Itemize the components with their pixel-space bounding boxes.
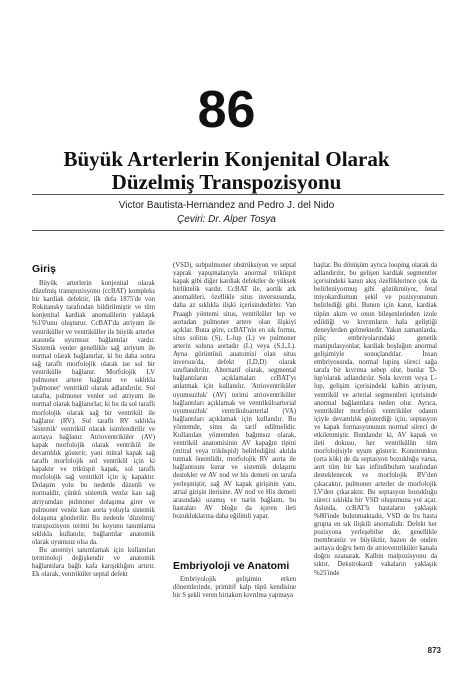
section-heading-embryology: Embriyoloji ve Anatomi [173, 560, 290, 572]
title-rule-bottom [32, 230, 444, 231]
section-heading-introduction: Giriş [32, 263, 56, 275]
text-column-2-section [173, 560, 296, 636]
text-column-3 [314, 262, 437, 638]
text-column-2 [173, 262, 296, 520]
title-rule-top [32, 194, 444, 195]
paragraph: başlar. Bu dönüşüm ayrıca looping olarak da adlandırılır, bu gelişen kardiak segmentler içerisindeki kanın akış özelliklerince çok da belirleniyormuş gibi gözükmüyor, fetal miyokardiumun şekil ve pozisyonunun belirlediği gibi. Bunun için kanıt, kardiak tüpün akım ve onun bileşenlerinden izole edildiği ve kıvrımların hala geliştiği deneylerden gelmektedir. Yakın zamanlarda, piliç embriyolarındaki genetik manipulasyonlar, kardiak boşluğun anormal gelişimiyle sonuçlandılar. İnsan embriyosunda, normal lupinş süreci sağa tarafa bir kıvrıma sebep olur, bunlar 'D-lup'olarak adlandırılır. Sola kıvrım veya L-lup, gelişim içerisindeki kalbin atriyum, ventrikül ve arterial segmentleri içerisinde anormal bağlantılara neden olur. Ayrıca, ventriküler morfoloji ventriküler odanın içiyle devamlılık gösterdiği için, septasyon ve kapak formasyonunun normal süreci de etkilenmiştir. Bundandır ki, AV kapak ve ileti dokusu, her ventrikülün tüm morfolojisiyle uyum gösterir. Konotrunkus (orta kök) de da septasyon bozukluğu varsa, aort tüm bir kas infindibulum tarafından desteklenecek ve morfolojik RV'den çıkacaktır, pulmoner arterler de morfolojik LV'den çıkacaktır. Bu septasyon bozukluğu süreci sıklıkla bir VSD oluşumuna yol açar. Aslında, ccBAT'lı hastaların yaklaşık %80'inde bulunmaktadır, VSD de bu hasta grupta en sık ilişkili anomalidir. Defekt her pozisyona yerleşebilse de, genellikle membranöz ve büyüktür, bazen de onden aortaya doğru hem de atrioventriküler kanala doğru uzanarak. Kalbin malpozisyonu da sıktır. Dekstrokardi vakaların yaklaşık %25'inde [314, 262, 437, 577]
paragraph: Embriyolojik gelişimin erken dönemlerinde, primitif kalp tüpü kendisine bir S şekli veren birtakım kıvrılma yapmaya [173, 576, 296, 600]
chapter-title-line1: Büyük Arterlerin Konjenital Olarak [63, 147, 390, 171]
page-number: 873 [427, 646, 441, 655]
paragraph: Bu anomiyi tanımlamak için kullanılan terminoloji değişkendir ve anatomik bağlantılara bağlı kafa karışıklığını artırır. Ek olarak, ventriküler septal defekt [32, 547, 155, 579]
translator: Çeviri: Dr. Alper Tosya [177, 214, 276, 225]
authors: Victor Bautista-Hernandez and Pedro J. del Nido [118, 200, 335, 211]
text-column-1 [32, 263, 155, 631]
chapter-number: 86 [197, 81, 256, 139]
chapter-title-line2: Düzelmiş Transpozisyonu [111, 170, 342, 194]
paragraph: Büyük arterlerin konjenital olarak düzelmiş transpozisyonu (ccBAT) kompleks bir kardiak defektir, ilk defa 1875'de von Rokitansky tarafından bildirilmiştir ve tüm konjenital kardiak anomalilerin yaklaşık %1'0'unu oluşturur. CcBAT'da atriyum ile ventriküller ve ventriküller ile büyük arterler arasında uyumsuz bağlantılar vardır. Sistemik venler genellikle sağ atriyum ile normal olarak bağlanırlar, ki bu daha sonra sağ taraflı morfolojik olarak ise sol bir ventrikülle bağlanır. Morfolojik LV pulmoner artere bağlanır ve sıklıkla 'pulmoner' ventrikül olarak adlandırılır. Sol tarafta, pulmoner venler sol atriyum ile normal olarak bağlanırlar, ki bu da sol taraflı morfolojik olarak sağ bir ventrikül ile bağlanır (RV). Sol taraflı RV sıklıkla 'sistemik' ventrikül olarak isimlendirilir ve aortaya bağlanır. Atrioventriküler (AV) kapak morfolojik olarak ventrikül ile devamlılık gösterir, yani mitral kapak sağ taraflı morfolojik sol ventrikül için ki kapaktır ve triküspit kapak, sol taraflı morfolojik sağ ventrikül için iç kapaktır. Dolaşım yolu bu nedenle düzenli ve normaldir, çünkü sistemik venöz kan sağ atriyumdan pulmoner dolaşıma girer ve pulmoner venöz kan aorta yoluyla sistemik dolaşıma gönderilir. Bu nedenle 'düzelmiş' transpozisyon terimi bu koyunu tanımlama sıklıkla kullanılır, bağlantılar anatomik olarak uyumsuz olsa da. [32, 280, 155, 546]
chapter-title [0, 148, 453, 194]
paragraph: (VSD), subpulmoner obstrüksiyon ve septal yaprak yapışmalarıyla anormal triküspit kapak gibi diğer kardiak defektler de yüksek birliktelik vardır. CcBAT ile, aortik ark anomalileri, özellikle situs inversusunda, daha az sıklıkla ilişki içerisindedirler. Van Praagh yöntemi situs, ventriküler lup ve aortadan pulmoner artere olan ilişkiyi açıklar. Buna göre, ccBAT'nin en sık formu, situs solitus (S), L-lup (L) ve pulmoner arterin soluna aortadır (L) veya (S,L,L). Ayna görüntüsü anatomisi olan situs inversus'da, defekt (I,D,D) olarak sınıflandırılır. Alternatif olarak, segmental bağlantıların açıklamaları ccBAT'yı anlatmak için kullanılır. 'Atrioventriküler uyumsuzluk' (AV) terimi atrioventriküler bağlantıları açıklamak ve ventriküloarterial uyumsuzluk' ventrikuloarterial (VA) bağlantıları açıklamak için kullanılır. Bu yöntemde, situs da tarif edilmelidir. Kullanılan yöntemden bağımsız olarak, ventrikül anatomisinin AV kapağın tipini (mitral veya triküspid) belirlediğini akılda tutmak önemlidir, morfolojik RV aorta ile bağlantısını kurar ve sistemik dolaşımı destekler ve AV nod ve his demeti on tarafa yerleşmiştir, sağ AV kapak girişinin yanı, atrial girişin ilerisine. AV nod ve His demeti arasındaki uzamış ve narin bağlantı, bu hastaları AV bloğu da içeren ileti bozukluklarına daha eğilimli yapar. [173, 262, 296, 520]
